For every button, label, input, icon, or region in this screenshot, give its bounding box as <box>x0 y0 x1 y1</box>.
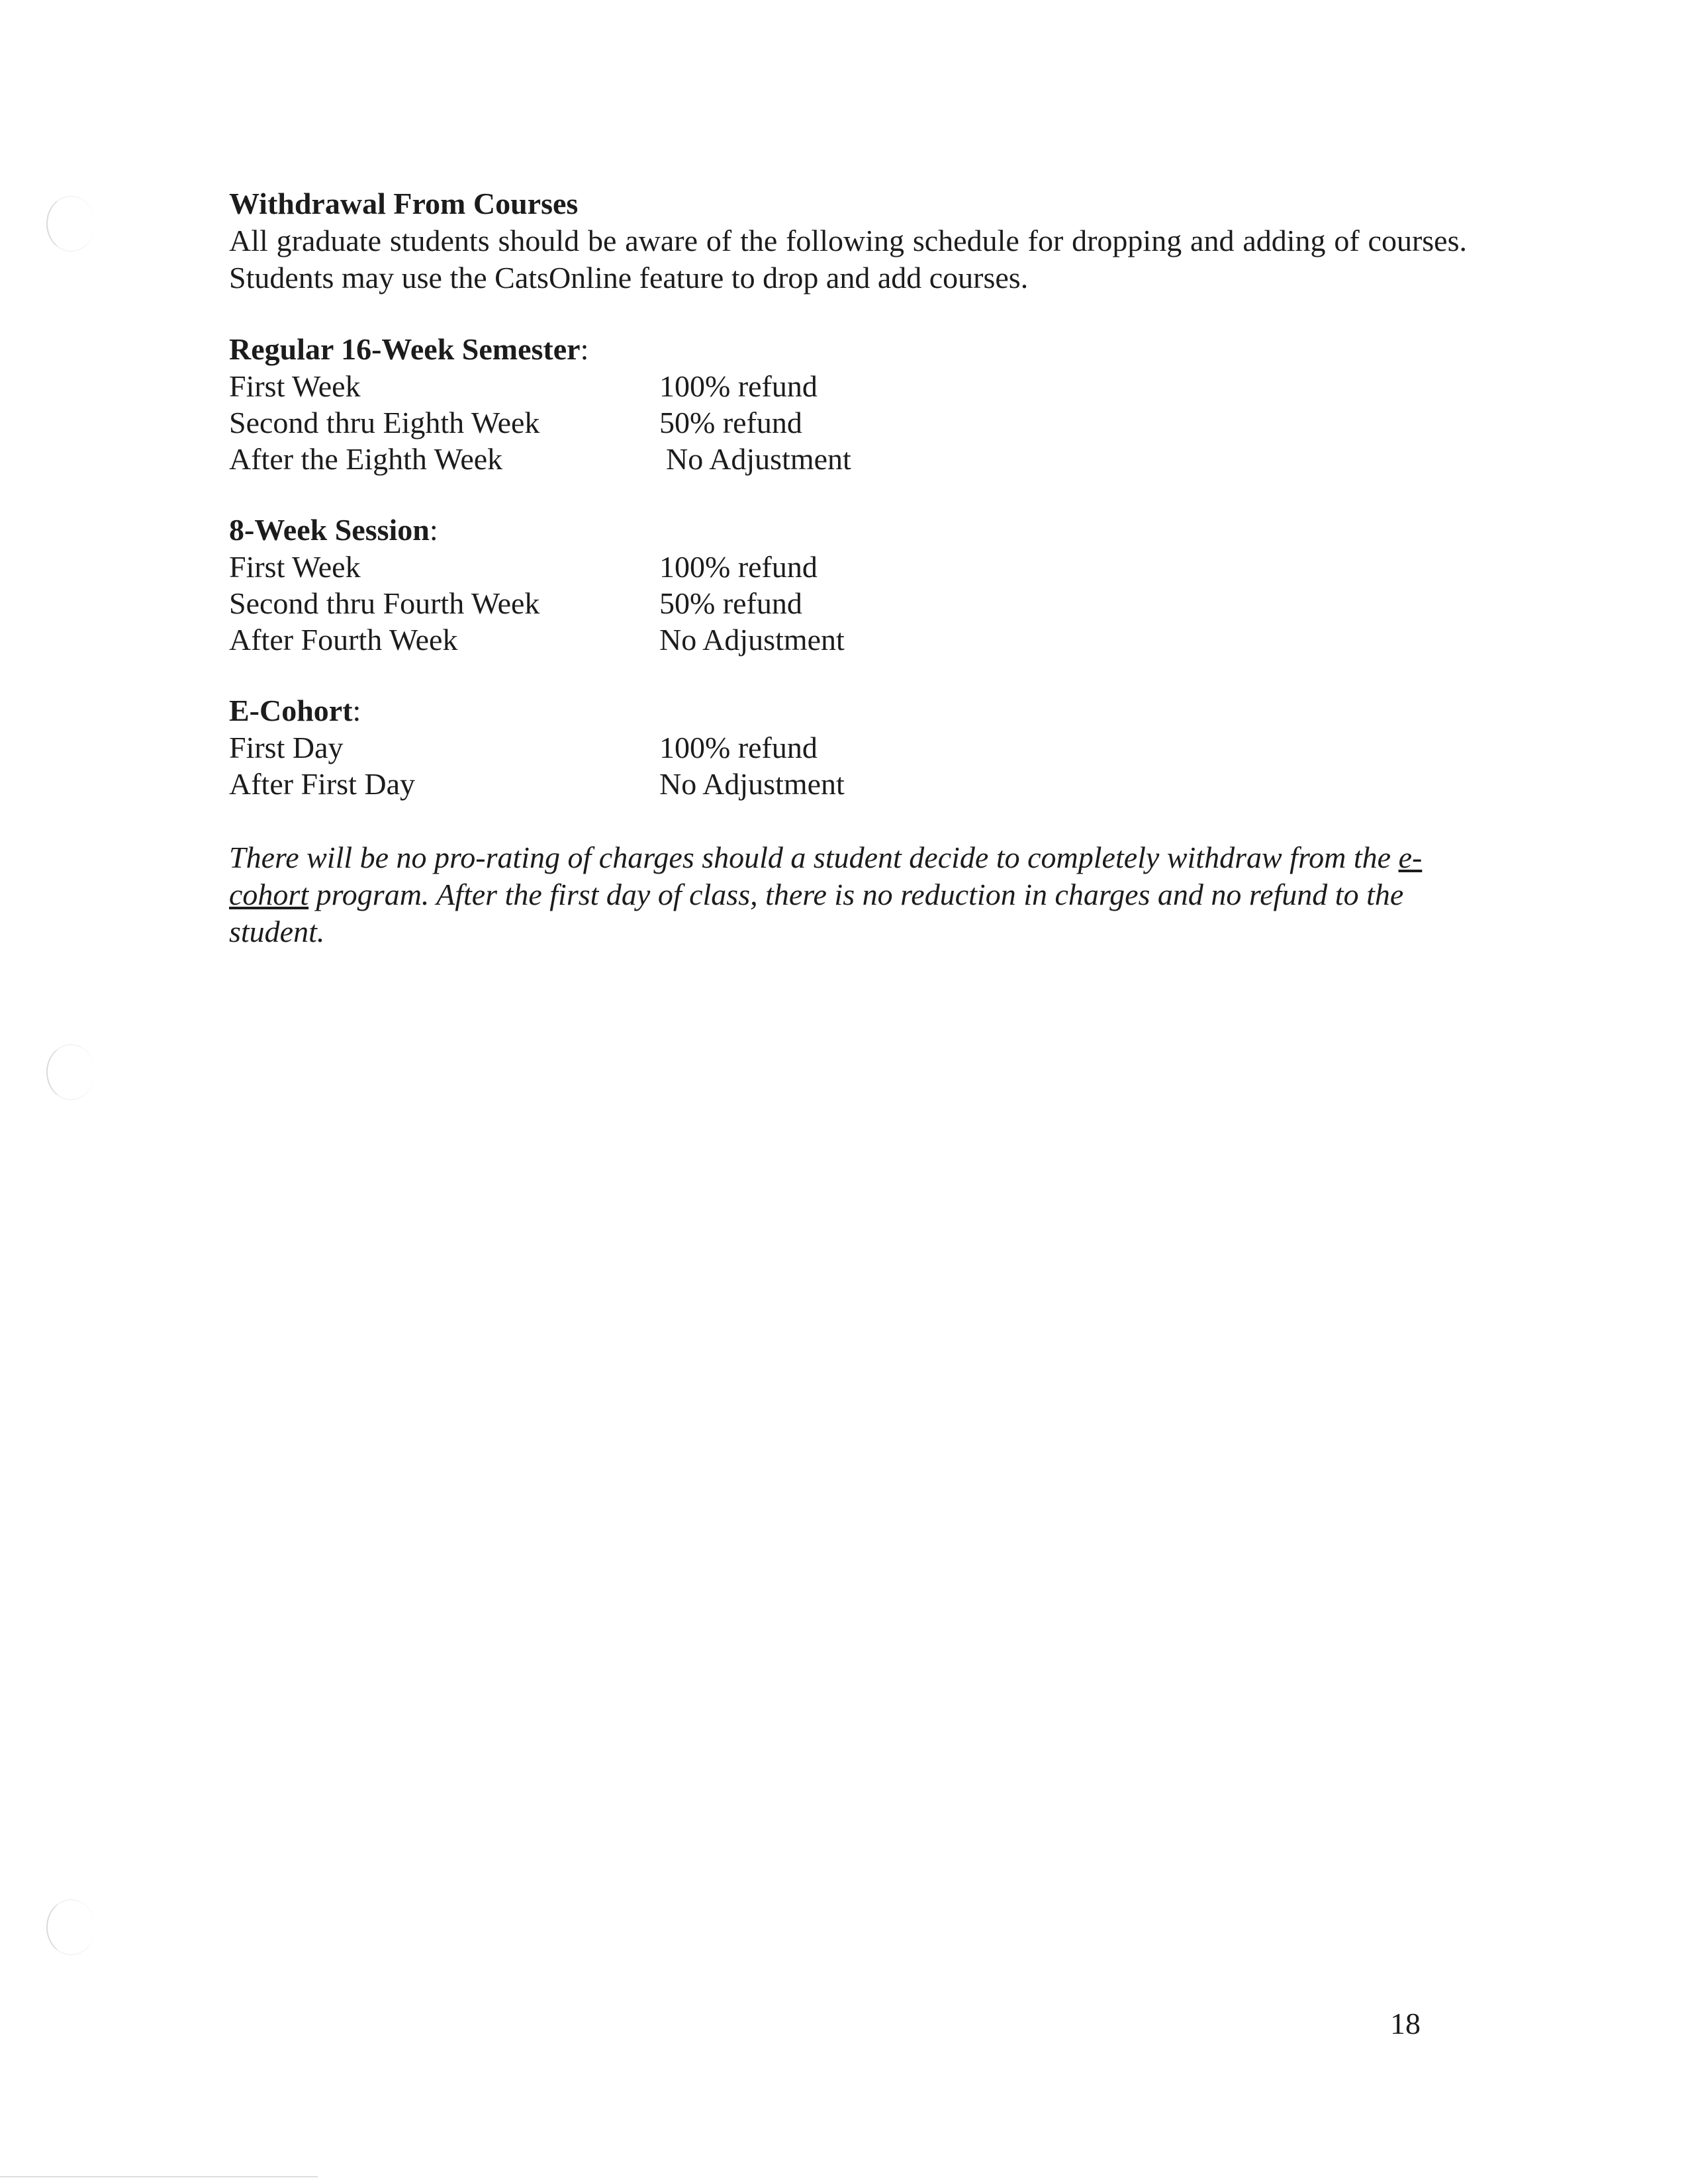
refund-value: 100% refund <box>659 731 818 764</box>
e-cohort-note: There will be no pro-rating of charges should a student decide to completely withdraw from the e-cohort program. After the first day of class, there is no reduction in charges and no refund to the student. <box>229 841 1423 948</box>
schedule-row <box>229 549 1467 585</box>
schedule-title: 8-Week Session: <box>229 513 438 547</box>
period-label: After Fourth Week <box>229 623 458 657</box>
period-label: First Week <box>229 550 361 584</box>
period-label: Second thru Eighth Week <box>229 406 540 439</box>
schedule-row <box>229 441 1467 477</box>
schedule-row <box>229 585 1467 621</box>
section-heading: Withdrawal From Courses <box>229 187 579 220</box>
page-number: 18 <box>1390 2007 1421 2040</box>
binder-hole-bottom <box>46 1899 95 1955</box>
period-label: After the Eighth Week <box>229 442 503 476</box>
refund-value: No Adjustment <box>666 442 851 476</box>
period-label: Second thru Fourth Week <box>229 586 540 620</box>
scan-edge-line <box>0 2176 318 2177</box>
refund-value: 50% refund <box>659 406 802 439</box>
schedule-row <box>229 729 1467 766</box>
schedule-e-cohort <box>229 692 1467 802</box>
intro-paragraph: All graduate students should be aware of the following schedule for dropping and adding of courses. Students may use the CatsOnline feature to drop and add courses. <box>229 224 1467 295</box>
refund-value: No Adjustment <box>659 623 845 657</box>
binder-hole-top <box>46 196 95 251</box>
refund-value: No Adjustment <box>659 767 845 801</box>
e-cohort-underlined: e-cohort <box>229 841 1423 911</box>
refund-value: 100% refund <box>659 369 818 403</box>
refund-value: 50% refund <box>659 586 802 620</box>
period-label: First Day <box>229 731 344 764</box>
binder-hole-middle <box>46 1044 95 1100</box>
schedule-regular-semester <box>229 331 1467 477</box>
schedule-row <box>229 766 1467 802</box>
schedule-row <box>229 621 1467 658</box>
period-label: First Week <box>229 369 361 403</box>
schedule-title: E-Cohort: <box>229 694 361 727</box>
schedule-row <box>229 368 1467 404</box>
page-content <box>229 185 1467 981</box>
schedule-8-week-session <box>229 512 1467 658</box>
schedule-title: Regular 16-Week Semester: <box>229 332 589 366</box>
schedule-row <box>229 404 1467 441</box>
refund-value: 100% refund <box>659 550 818 584</box>
period-label: After First Day <box>229 767 416 801</box>
